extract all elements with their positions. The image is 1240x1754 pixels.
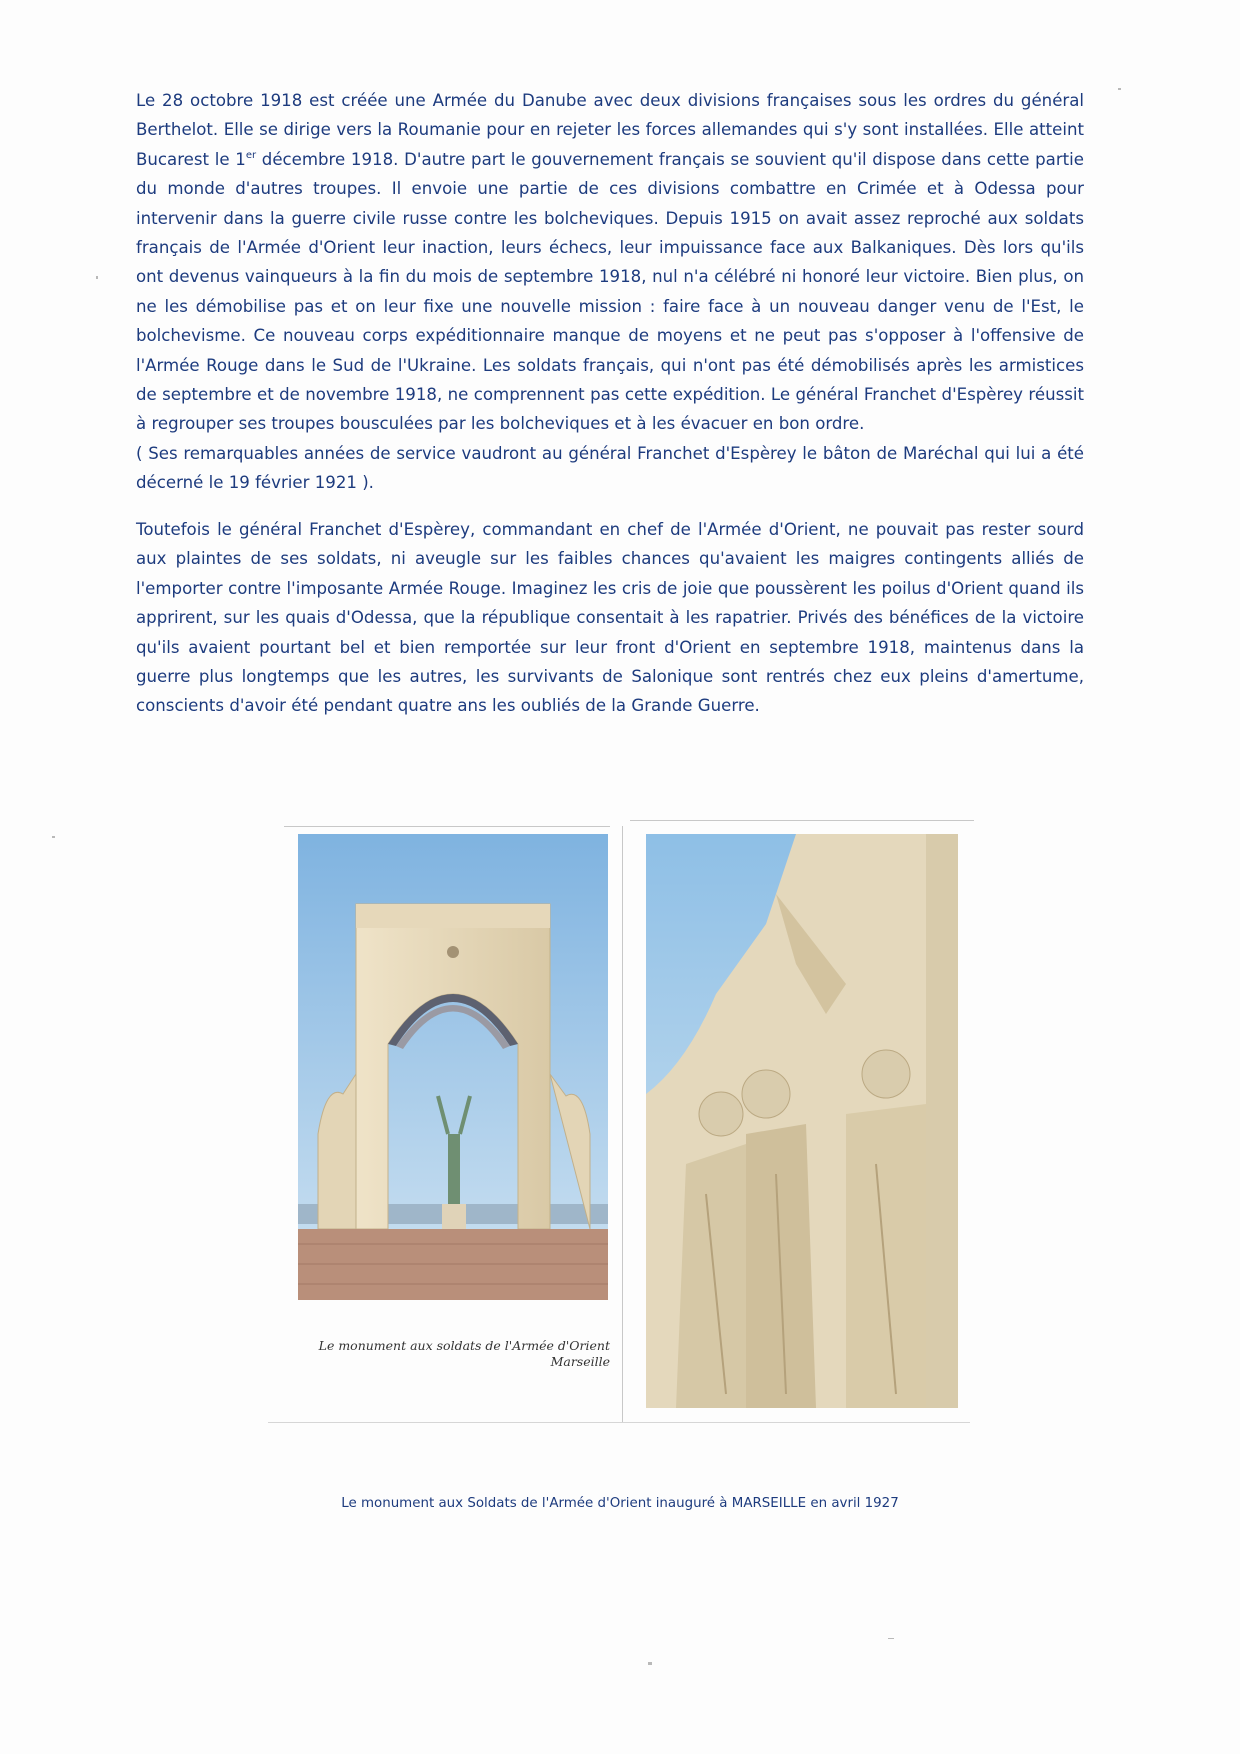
p2-line: dans la guerre plus longtemps que les autres, les survivants de Salonique sont rentrés chez eux pleins (136, 637, 1084, 687)
photo-caption-line1: Le monument aux soldats de l'Armée d'Orient (318, 1338, 610, 1353)
photo-caption (284, 1338, 610, 1370)
p1-line: l'offensive de l'Armée Rouge dans le Sud de l'Ukraine. Les soldats français, qui n'ont pas été démobilisés après (136, 326, 1084, 375)
p2-line: Toutefois le général Franchet d'Espèrey, commandant en chef de l'Armée d'Orient, ne pouvait pas rester sourd (136, 520, 1084, 539)
p1-line: soldats français de l'Armée d'Orient leur inaction, leurs échecs, leur impuissance face aux Balkaniques. Dès lors (136, 208, 1084, 258)
photo-caption-line2: Marseille (550, 1354, 610, 1369)
p1-line: atteint Bucarest le 1 (136, 120, 1085, 169)
p1-line: Berthelot. Elle se dirige vers la Roumanie pour en rejeter les forces allemandes qui s'y sont installées. Elle (136, 120, 1024, 140)
arch-illustration (298, 834, 608, 1300)
figure-caption: Le monument aux Soldats de l'Armée d'Orient inauguré à MARSEILLE en avril 1927 (341, 1496, 899, 1511)
p1-line: ( Ses remarquables années de service vaudront au général Franchet d'Espèrey le bâton de Maréchal qui lui a (136, 443, 1052, 463)
monument-arch-photo (298, 834, 608, 1300)
p1-line: qu'ils ont devenus vainqueurs à la fin du mois de septembre 1918, nul n'a célébré ni honoré leur victoire. Bien (136, 238, 1084, 287)
p2-line: victoire qu'ils avaient pourtant bel et bien remportée sur leur front d'Orient en septembre 1918, maintenus (136, 608, 1084, 657)
p1-line: Le 28 octobre 1918 est créée une Armée du Danube avec deux divisions françaises sous les ordres du général (136, 91, 1084, 110)
card-divider (622, 826, 623, 1422)
p1-line: cette partie du monde d'autres troupes. Il envoie une partie de ces divisions combattre en Crimée et à Odessa (136, 149, 1084, 199)
scan-speck (1118, 88, 1121, 90)
p1-line: d'Espèrey réussit à regrouper ses troupes bousculées par les bolcheviques et à les évacuer en bon ordre. (136, 385, 1084, 434)
card-bottom-edge (268, 1422, 970, 1423)
p1-line: plus, on ne les démobilise pas et on leur fixe une nouvelle mission : faire face à un nouveau danger venu de (136, 267, 1084, 316)
paragraph-2 (136, 515, 1084, 721)
p2-line: l'emporter contre l'imposante Armée Rouge. Imaginez les cris de joie que poussèrent les poilus d'Orient quand (136, 578, 1061, 598)
superscript-er: er (245, 149, 257, 161)
relief-illustration (646, 834, 958, 1408)
paragraph-1 (136, 86, 1084, 498)
scan-speck (52, 836, 55, 838)
monument-relief-photo (646, 834, 958, 1408)
p1-line: les armistices de septembre et de novembre 1918, ne comprennent pas cette expédition. Le général Franchet (136, 355, 1085, 405)
p2-line: ils apprirent, sur les quais d'Odessa, que la république consentait à les rapatrier. Privés des bénéfices de la (136, 578, 1084, 628)
p1-line: l'Est, le bolchevisme. Ce nouveau corps expéditionnaire manque de moyens et ne peut pas s'opposer à (136, 296, 1084, 346)
p1-line: décembre 1918. D'autre part le gouvernement français se souvient qu'il dispose dans (256, 149, 982, 169)
p1-line: été décerné le 19 février 1921 ). (136, 443, 1084, 493)
scan-speck (888, 1638, 894, 1639)
card-edge (284, 826, 610, 827)
scan-speck (648, 1662, 652, 1665)
scan-speck (96, 276, 98, 279)
p2-line: d'amertume, conscients d'avoir été pendant quatre ans les oubliés de la Grande Guerre. (136, 667, 1084, 716)
p1-line: pour intervenir dans la guerre civile russe contre les bolcheviques. Depuis 1915 on avait assez reproché aux (136, 179, 1085, 228)
card-edge (630, 820, 974, 821)
p2-line: aux plaintes de ses soldats, ni aveugle sur les faibles chances qu'avaient les maigres contingents alliés de (136, 549, 1084, 569)
